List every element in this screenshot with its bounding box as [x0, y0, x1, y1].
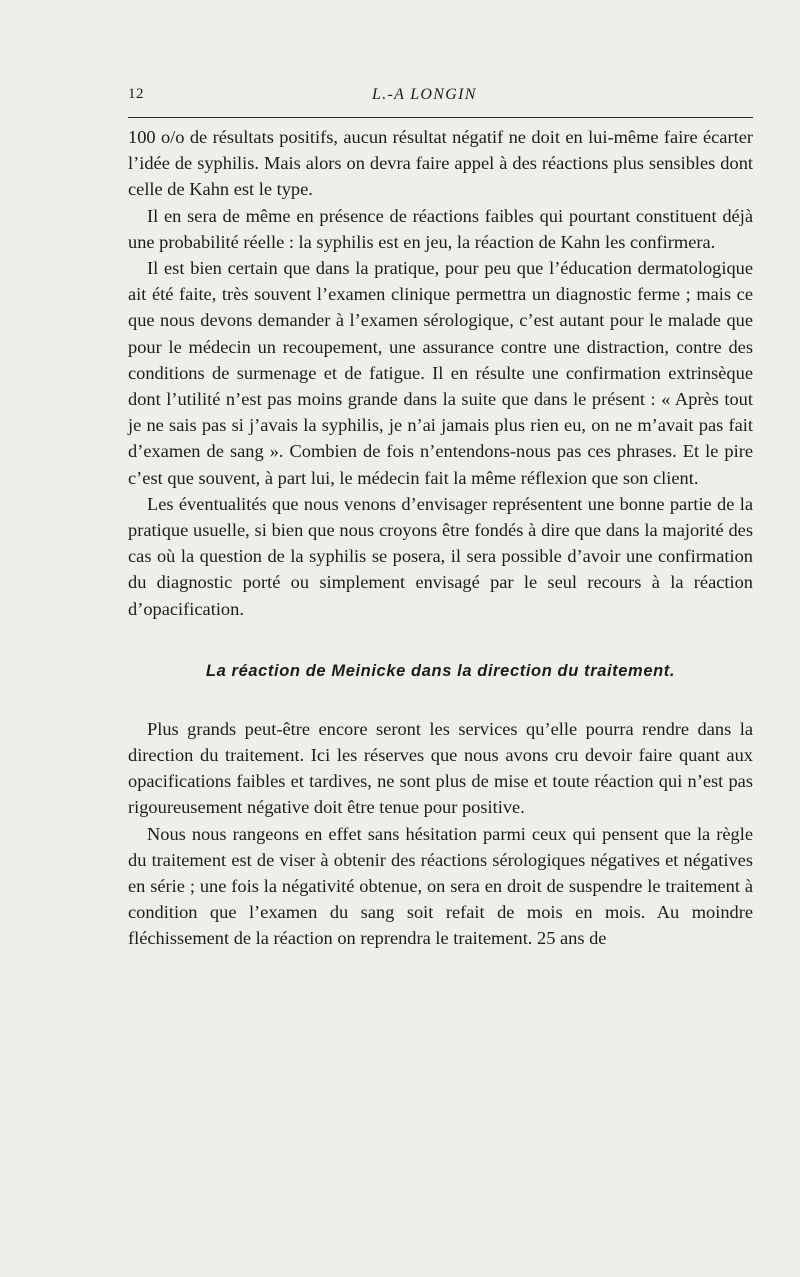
body-text: [128, 124, 753, 952]
paragraph-continued: 100 o/o de résultats positifs, aucun résultat négatif ne doit en lui-même faire écarter l’idée de syphilis. Mais alors on devra faire appel à des réactions plus sensibles dont celle de Kahn est le type.: [128, 127, 753, 200]
page-number: 12: [128, 86, 144, 102]
running-title: L.-A LONGIN: [372, 86, 477, 103]
paragraph: Plus grands peut-être encore seront les services qu’elle pourra rendre dans la direction du traitement. Ici les réserves que nous avons cru devoir faire quant aux opacifications faibles et tardives, ne sont plus de mise et toute réaction qui n’est pas rigoureusement négative doit être tenue pour positive.: [128, 718, 753, 818]
paragraph: Les éventualités que nous venons d’envisager représentent une bonne partie de la pratique usuelle, si bien que nous croyons être fondés à dire que dans la majorité des cas où la question de la syphilis se posera, il sera possible d’avoir une confirmation du diagnostic porté ou simplement envisagé par le seul recours à la réaction d’opacification.: [128, 493, 753, 619]
paragraph: Il en sera de même en présence de réactions faibles qui pourtant constituent déjà une probabilité réelle : la syphilis est en jeu, la réaction de Kahn les confirmera.: [128, 205, 753, 252]
header-rule: [128, 117, 753, 118]
section-heading: La réaction de Meinicke dans la direction du traitement.: [205, 661, 676, 680]
running-head: [128, 86, 753, 108]
paragraph: Il est bien certain que dans la pratique, pour peu que l’éducation dermatologique ait été faite, très souvent l’examen clinique permettra un diagnostic ferme ; mais ce que nous devons demander à l’examen sérologique, c’est autant pour le malade que pour le médecin un recoupement, une assurance contre une distraction, contre des conditions de surmenage et de fatigue. Il en résulte une confirmation extrinsèque dont l’utilité n’est pas moins grande dans la suite que dans le présent : « Après tout je ne sais pas si j’avais la syphilis, je n’ai jamais plus rien eu, on ne m’avait pas fait d’examen de sang ». Combien de fois n’entendons-nous pas ces phrases. Et le pire c’est que souvent, à part lui, le médecin fait la même réflexion que son client.: [128, 258, 753, 488]
paragraph: Nous nous rangeons en effet sans hésitation parmi ceux qui pensent que la règle du traitement est de viser à obtenir des réactions sérologiques négatives et négatives en série ; une fois la négativité obtenue, on sera en droit de suspendre le traitement à condition que l’examen du sang soit refait de mois en mois. Au moindre fléchissement de la réaction on reprendra le traitement. 25 ans de: [128, 823, 753, 949]
